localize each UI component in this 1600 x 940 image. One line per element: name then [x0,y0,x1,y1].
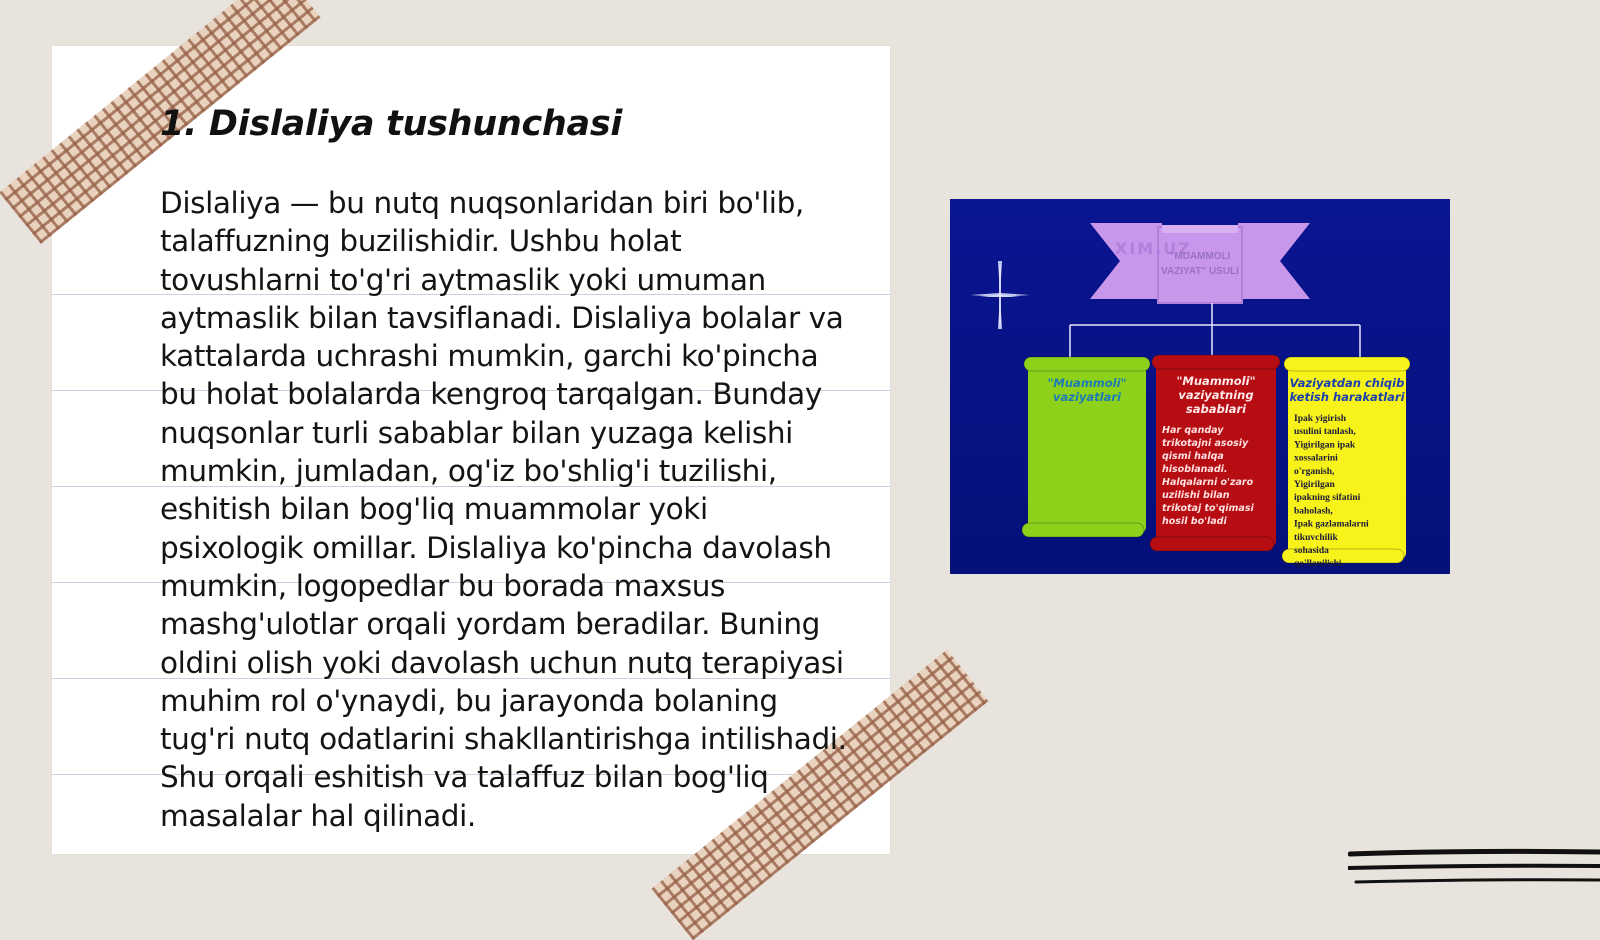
scroll-text-line: Har qanday [1162,425,1224,436]
scroll-text-line: Yigirilgan [1294,480,1335,490]
scroll-text-line: Halqalarni o'zaro [1162,477,1254,488]
scroll-text-line: baholash, [1294,506,1333,517]
scroll-top-roll [1024,357,1150,371]
scroll-text-line: sohasida [1294,546,1329,556]
scroll-text-line: hosil bo'ladi [1162,516,1227,527]
scroll-heading-line: Vaziyatdan chiqib [1289,376,1405,390]
banner-title-line: "MUAMMOLI [1169,251,1231,262]
scroll-text-line: xossalarini [1294,453,1338,464]
scroll-text-line: o'rganish, [1294,466,1335,477]
scroll-text-line: uzilishi bilan [1162,490,1230,501]
scroll-heading-line: "Muammoli" [1176,374,1256,388]
scroll-top-roll [1152,355,1280,369]
scroll-text-line: qismi halqa [1162,451,1224,462]
scroll-text-line: trikotajni asosiy [1162,438,1249,449]
scroll-text-line: ipakning sifatini [1294,493,1361,504]
problem-situation-diagram [950,199,1450,574]
scroll-heading-line: vaziyatlari [1053,390,1121,404]
scroll-text-line: Yigirilgan ipak [1294,440,1356,451]
diagram-canvas [950,199,1450,574]
slide-paragraph: Dislaliya — bu nutq nuqsonlaridan biri bo'lib, talaffuzning buzilishidir. Ushbu holat tovushlarni to'g'ri aytmaslik yoki umuman aytmaslik bilan tavsiflanadi. Dislaliya bolalar va kattalarda uchrashi mumkin, garchi ko'pincha bu holat bolalarda kengroq tarqalgan. Bunday nuqsonlar turli sabablar bilan yuzaga kelishi mumkin, jumladan, og'iz bo'shlig'i tuzilishi, eshitish bilan bog'liq muammolar yoki psixologik omillar. Dislaliya ko'pincha davolash mumkin, logopedlar bu borada maxsus mashg'ulotlar orqali yordam beradilar. Buning oldini olish yoki davolash uchun nutq terapiyasi muhim rol o'ynaydi, bu jarayonda bolaning tug'ri nutq odatlarini shakllantirishga intilishadi. Shu orqali eshitish va talaffuz bilan bog'liq masalalar hal qilinadi. [160,186,847,833]
decorative-lines [1348,846,1600,890]
slide-title: 1. Dislaliya tushunchasi [160,104,623,144]
watermark-text: XIM.UZ [1115,239,1192,258]
scroll-top-roll [1284,357,1410,371]
scroll-text-line: hisoblanadi. [1162,464,1228,475]
scroll-text-line: qo'llanilishi. [1294,559,1344,570]
scroll-heading-line: vaziyatning [1178,388,1254,402]
scroll-heading-line: "Muammoli" [1047,376,1127,390]
scroll-bottom-roll [1150,537,1274,551]
scroll-text-line: Ipak gazlamalarni [1294,519,1369,530]
banner-title-line: VAZIYAT" USULI [1161,266,1239,277]
scroll-text-line: usulini tanlash, [1294,427,1356,438]
scroll-heading-line: sabablari [1185,402,1247,416]
scroll-heading-line: ketish harakatlari [1289,390,1405,404]
sparkle-star-v [999,265,1001,325]
scroll-text-line: trikotaj to'qimasi [1162,503,1254,514]
scroll-bottom-roll [1022,523,1144,537]
scroll-text-line: tikuvchilik [1294,532,1338,543]
banner-center-top [1162,225,1238,233]
scroll-text-line: Ipak yigirish [1294,414,1347,424]
